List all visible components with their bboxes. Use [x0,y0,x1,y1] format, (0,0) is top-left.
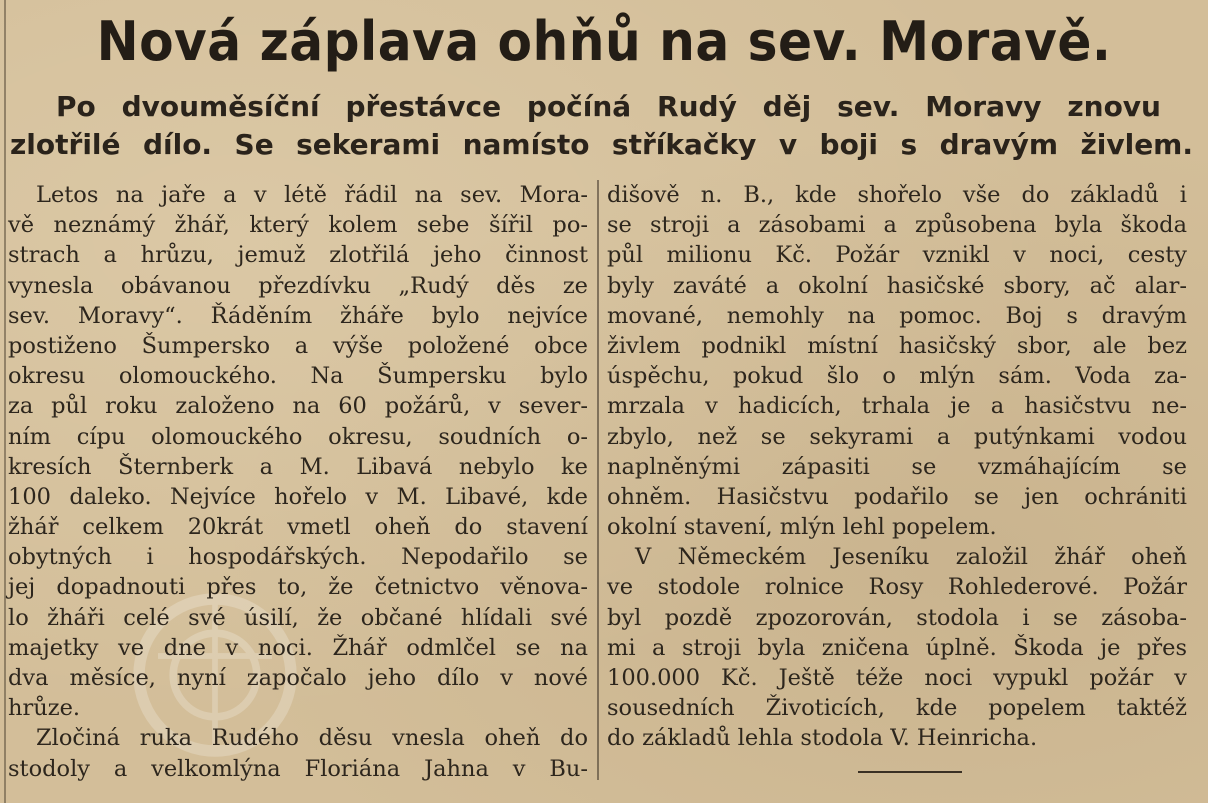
article-text-line: naplněnými zápasiti se vzmáhajícím se [607,453,1187,480]
article-text-line: 100.000 Kč. Ještě téže noci vypukl požár v [607,665,1187,691]
article-text-line: mované, nemohly na pomoc. Boj s dravým [607,302,1187,329]
article-text-line: V Německém Jeseníku založil žhář oheň [635,544,1187,571]
subheadline-line-2: zlotřilé dílo. Se sekerami namísto stříkačky v boji s dravým živlem. [10,128,1193,161]
article-right-column [607,180,1187,754]
article-text-line: vynesla obávanou přezdívku „Rudý děs ze [8,272,588,299]
article-text-line: okolní stavení, mlýn lehl popelem. [607,514,997,541]
article-text-line: hrůze. [8,695,81,722]
article-text-line: obytných i hospodářských. Nepodařilo se [8,544,588,571]
article-text-line: Zločiná ruka Rudého děsu vnesla oheň do [36,725,588,752]
article-text-line: postiženo Šumpersko a výše položené obce [8,332,588,359]
article-text-line: za půl roku založeno na 60 požárů, v sever- [8,393,588,420]
article-text-line: strach a hrůzu, jemuž zlotřilá jeho činnost [8,242,588,269]
article-text-line: okresu olomouckého. Na Šumpersku bylo [8,363,588,390]
article-text-line: žhář celkem 20krát vmetl oheň do stavení [8,514,588,541]
article-text-line: kresích Šternberk a M. Libavá nebylo ke [8,453,588,480]
article-text-line: sev. Moravy“. Řáděním žháře bylo nejvíce [8,302,588,329]
article-text-line: se stroji a zásobami a způsobena byla škoda [607,212,1187,239]
column-divider [597,180,599,780]
article-text-line: 100 daleko. Nejvíce hořelo v M. Libavé, kde [8,483,588,510]
article-text-line: zbylo, než se sekyrami a putýnkami vodou [607,423,1187,450]
article-text-line: Letos na jaře a v létě řádil na sev. Mora- [36,182,588,208]
clipping-edge [4,0,6,803]
article-text-line: dišově n. B., kde shořelo vše do základů i [607,182,1187,208]
article-text-line: sousedních Životicích, kde popelem taktéž [607,695,1187,722]
article-text-line: do základů lehla stodola V. Heinricha. [607,725,1038,752]
article-text-line: mi a stroji byla zničena úplně. Škoda je přes [607,634,1187,661]
article-text-line: lo žháři celé své úsilí, že občané hlídali své [8,604,588,631]
article-text-line: mrzala v hadicích, trhala je a hasičstvu ne- [607,393,1187,420]
article-text-line: byl pozdě zpozorován, stodola i se zásoba- [607,604,1187,631]
subheadline-line-1: Po dvouměsíční přestávce počíná Rudý děj sev. Moravy znovu [56,90,1161,123]
article-text-line: půl milionu Kč. Požár vznikl v noci, cesty [607,242,1187,269]
article-text-line: jej dopadnouti přes to, že četnictvo věnova- [8,574,588,601]
article-text-line: ohněm. Hasičstvu podařilo se jen ochrániti [607,483,1187,510]
headline: Nová záplava ohňů na sev. Moravě. [96,10,1112,73]
article-text-line: byly zaváté a okolní hasičské sbory, ač alar- [607,272,1187,299]
article-text-line: dva měsíce, nyní započalo jeho dílo v nové [8,665,588,691]
article-text-line: živlem podnikl místní hasičský sbor, ale bez [607,332,1187,359]
article-text-line: majetky ve dne v noci. Žhář odmlčel se na [8,634,588,661]
article-text-line: ním cípu olomouckého okresu, soudních o- [8,423,588,450]
article-end-rule [858,771,962,773]
article-left-column [8,180,588,784]
article-text-line: ve stodole rolnice Rosy Rohlederové. Požár [607,574,1187,601]
article-text-line: úspěchu, pokud šlo o mlýn sám. Voda za- [607,363,1187,390]
article-text-line: stodoly a velkomlýna Floriána Jahna v Bu- [8,755,588,782]
article-text-line: vě neznámý žhář, který kolem sebe šířil po- [8,212,588,239]
